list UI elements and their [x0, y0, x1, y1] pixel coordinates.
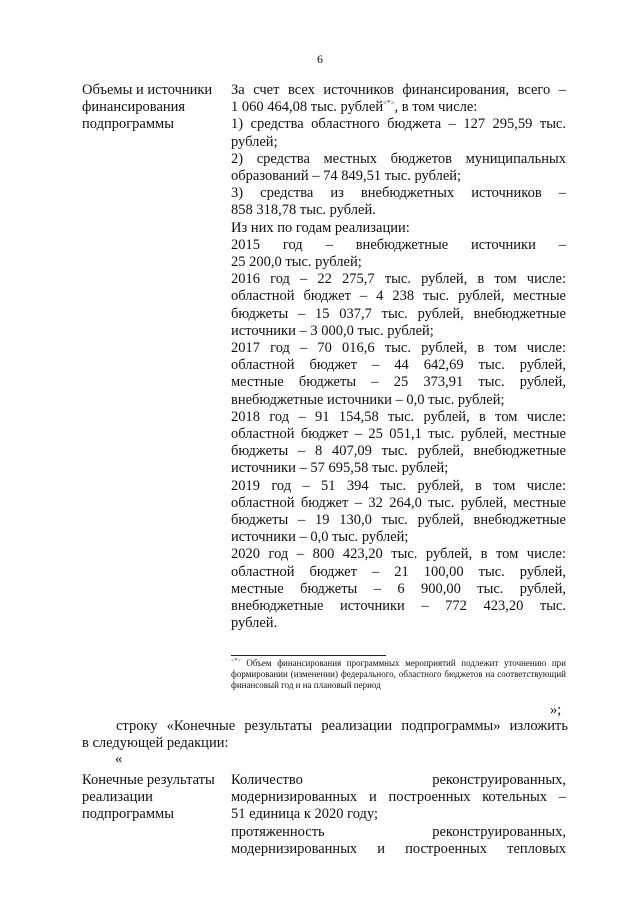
section1-line: 2017 год – 70 016,6 тыс. рублей, в том числе:: [231, 340, 566, 357]
section1-line: 2016 год – 22 275,7 тыс. рублей, в том числе:: [231, 271, 566, 288]
section2-label: [82, 772, 222, 823]
section1-label-line: финансирования: [82, 99, 186, 115]
section2-line: протяженность реконструированных,: [231, 823, 566, 840]
section1-line-text: 1 060 464,08 тыс. рублей: [231, 99, 384, 116]
section2-line: модернизированных и построенных котельных –: [231, 789, 566, 806]
section1-line: бюджеты – 15 037,7 тыс. рублей, внебюджетные: [231, 305, 566, 322]
section1-line: внебюджетные источники – 772 423,20 тыс.: [231, 598, 566, 615]
section1-line: образований – 74 849,51 тыс. рублей;: [231, 168, 462, 185]
section1-line: бюджеты – 8 407,09 тыс. рублей, внебюджетные: [231, 443, 566, 460]
section2-label-line: Конечные результаты: [82, 772, 215, 788]
section1-line: источники – 3 000,0 тыс. рублей;: [231, 322, 434, 339]
section1-content: [231, 82, 566, 633]
instruction-line-2: в следующей редакции:: [82, 735, 229, 751]
section1-line: областной бюджет – 4 238 тыс. рублей, местные: [231, 288, 566, 305]
instruction-line-1: строку «Конечные результаты реализации подпрограммы» изложить: [116, 718, 568, 734]
section1-line: 25 200,0 тыс. рублей;: [231, 254, 362, 271]
section1-line: 3) средства из внебюджетных источников –: [231, 185, 566, 202]
section1-line: областной бюджет – 25 051,1 тыс. рублей, местные: [231, 426, 566, 443]
section2-label-line: подпрограммы: [82, 806, 174, 822]
section1-line: За счет всех источников финансирования, всего –: [231, 82, 566, 98]
footnote-text: Объем финансирования программных мероприятий подлежит уточнению при формировании (изменении) федерального, областного бюджетов на соответствующий финансовый год и на плановый период: [231, 658, 566, 690]
footnote: [231, 658, 566, 691]
section1-line-text: , в том числе:: [394, 99, 478, 116]
footnote-marker: <*>: [231, 658, 241, 664]
section1-line: 2020 год – 800 423,20 тыс. рублей, в том числе:: [231, 546, 566, 563]
section1-line: 1) средства областного бюджета – 127 295,59 тыс.: [231, 116, 566, 133]
section2-line: модернизированных и построенных тепловых: [231, 840, 566, 857]
section1-line: областной бюджет – 44 642,69 тыс. рублей,: [231, 357, 566, 374]
section1-line: 858 318,78 тыс. рублей.: [231, 202, 376, 219]
footnote-separator: [231, 655, 386, 656]
section1-line: внебюджетные источники – 0,0 тыс. рублей;: [231, 391, 505, 408]
page-number: 6: [317, 52, 323, 66]
section2-line: Количество реконструированных,: [231, 772, 566, 788]
footnote-reference-marker: <*>: [383, 99, 395, 108]
section1-line: 2) средства местных бюджетов муниципальных: [231, 150, 566, 167]
section1-line: областной бюджет – 32 264,0 тыс. рублей, местные: [231, 494, 566, 511]
section1-label-line: Объемы и источники: [82, 82, 213, 98]
section1-line: рублей;: [231, 133, 278, 150]
section2-label-line: реализации: [82, 789, 153, 805]
section1-line: бюджеты – 19 130,0 тыс. рублей, внебюджетные: [231, 512, 566, 529]
closing-quote-mark: »;: [550, 702, 562, 718]
section1-line: 2018 год – 91 154,58 тыс. рублей, в том числе:: [231, 408, 566, 425]
section1-line: местные бюджеты – 6 900,00 тыс. рублей,: [231, 580, 566, 597]
section1-line: источники – 0,0 тыс. рублей;: [231, 529, 409, 546]
opening-quote-mark: «: [115, 751, 123, 767]
section1-line: рублей.: [231, 615, 278, 632]
section2-content: [231, 772, 566, 858]
section1-line: местные бюджеты – 25 373,91 тыс. рублей,: [231, 374, 566, 391]
section1-label: [82, 82, 222, 133]
section1-line: источники – 57 695,58 тыс. рублей;: [231, 460, 449, 477]
section2-line: 51 единица к 2020 году;: [231, 806, 379, 823]
section1-line: Из них по годам реализации:: [231, 219, 410, 236]
section1-line: 2015 год – внебюджетные источники –: [231, 236, 566, 253]
section1-line: 2019 год – 51 394 тыс. рублей, в том числе:: [231, 477, 566, 494]
section1-line: [231, 99, 566, 116]
section1-label-line: подпрограммы: [82, 116, 174, 132]
section1-line: областной бюджет – 21 100,00 тыс. рублей,: [231, 563, 566, 580]
